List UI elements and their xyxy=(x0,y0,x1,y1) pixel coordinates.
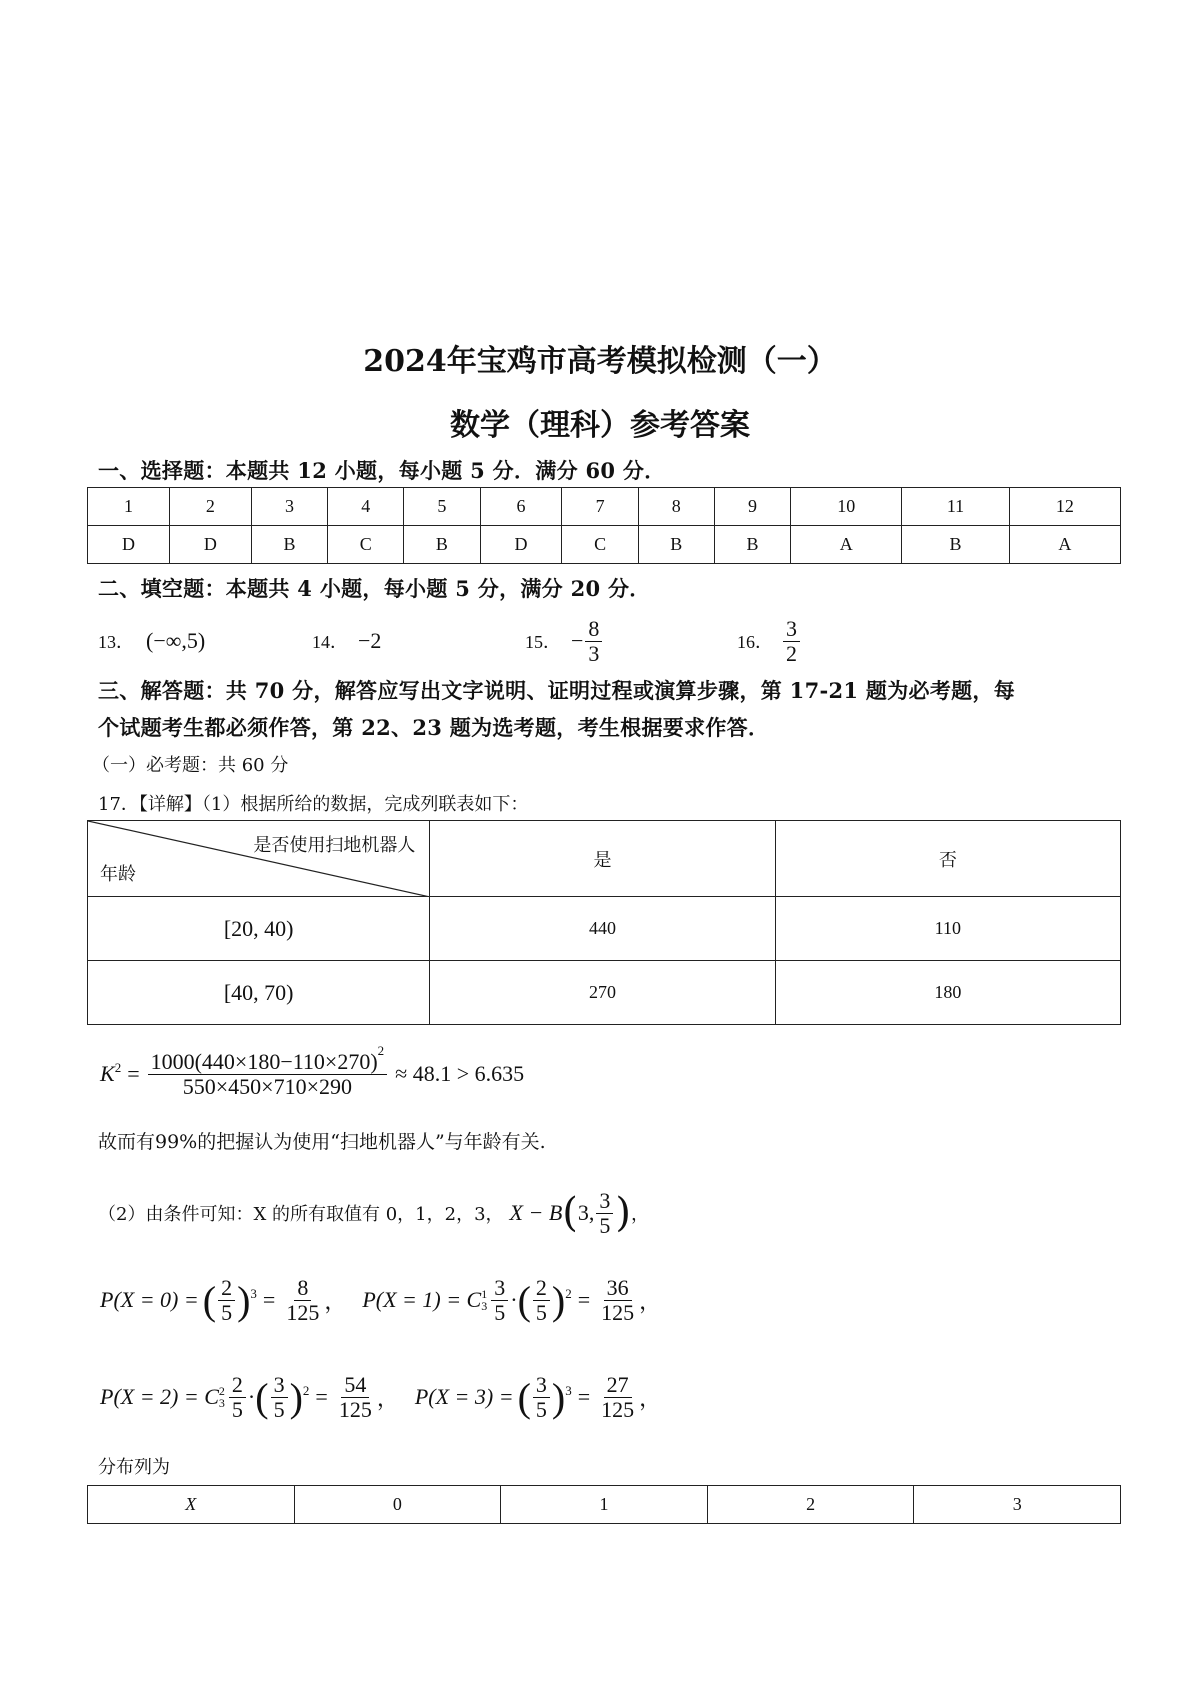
dist-header-value: 3 xyxy=(914,1486,1121,1524)
fill-answer-15 xyxy=(525,613,604,669)
k2-result: ≈ 48.1 > 6.635 xyxy=(395,1061,525,1086)
dist-header-value: 1 xyxy=(501,1486,708,1524)
choice-answer: A xyxy=(791,526,902,564)
choice-number: 1 xyxy=(88,488,170,526)
p1-value: $\frac{36}{125}$ xyxy=(601,1275,635,1325)
choice-answer: B xyxy=(902,526,1009,564)
cell-yes: 270 xyxy=(430,961,775,1025)
choice-number: 8 xyxy=(638,488,714,526)
q16-fraction: $\frac{3}{2}$ xyxy=(783,617,800,664)
q15-label: 15． xyxy=(525,632,561,652)
p3-value: $\frac{27}{125}$ xyxy=(601,1372,635,1422)
choice-number: 7 xyxy=(562,488,638,526)
choice-number: 10 xyxy=(791,488,902,526)
choice-number: 11 xyxy=(902,488,1009,526)
choice-number-row xyxy=(88,488,1121,526)
choice-number: 12 xyxy=(1009,488,1120,526)
k2-fraction: $\frac{1000(440\times 180-110\times 270)^2}{550\times 450\times 710\times 290}$ xyxy=(148,1050,388,1097)
diagonal-header-cell xyxy=(88,821,430,897)
page-subtitle: 数学（理科）参考答案 xyxy=(450,408,750,443)
choice-answer: A xyxy=(1009,526,1120,564)
q17-conclusion: 故而有99%的把握认为使用“扫地机器人”与年龄有关. xyxy=(98,1131,546,1153)
k2-symbol: K xyxy=(100,1061,115,1086)
fill-answer-14 xyxy=(312,613,381,669)
section3-heading-line2: 个试题考生都必须作答，第 22、23 题为选考题，考生根据要求作答． xyxy=(98,715,770,740)
distribution-header-row xyxy=(88,1486,1121,1524)
choice-number: 6 xyxy=(480,488,562,526)
diag-bottom-label: 年龄 xyxy=(100,864,136,884)
table-row xyxy=(88,897,1121,961)
dist-header-value: 0 xyxy=(294,1486,501,1524)
cell-no: 110 xyxy=(775,897,1120,961)
q13-label: 13． xyxy=(98,632,134,652)
section1-heading: 一、选择题：本题共 12 小题，每小题 5 分．满分 60 分． xyxy=(98,458,666,483)
col-header-no: 否 xyxy=(775,821,1120,897)
p0-lhs: P(X = 0) = xyxy=(100,1287,199,1312)
fill-answer-16 xyxy=(737,613,802,669)
q16-label: 16． xyxy=(737,632,773,652)
choice-answer: D xyxy=(480,526,562,564)
fill-answer-13 xyxy=(98,613,205,669)
cell-yes: 440 xyxy=(430,897,775,961)
q15-sign: − xyxy=(571,628,584,653)
p2-lhs: P(X = 2) = C xyxy=(100,1384,219,1409)
choice-number: 4 xyxy=(328,488,404,526)
q14-label: 14． xyxy=(312,632,348,652)
contingency-table xyxy=(87,820,1121,1025)
col-header-yes: 是 xyxy=(430,821,775,897)
choice-answer: D xyxy=(88,526,170,564)
prob-line-2: P(X = 2) = C 2 3 $\frac{2}{5}$ · ( $\frac{3}{5}$ ) 2 = $\frac{54}{125}$ ， P(X = 3) = ( $\frac{3}{5}$ ) 3 = $\frac{27}{125}$ ， xyxy=(100,1372,662,1422)
part2-text: （2）由条件可知：X 的所有取值有 0，1，2，3， xyxy=(98,1204,504,1225)
choice-answer: B xyxy=(251,526,327,564)
row-label: [40, 70) xyxy=(88,961,430,1025)
page-title: 2024年宝鸡市高考模拟检测（一） xyxy=(363,344,837,379)
part2-dist: X − B xyxy=(509,1200,563,1225)
contingency-header-row xyxy=(88,821,1121,897)
q17-intro: 17．【详解】（1）根据所给的数据，完成列联表如下： xyxy=(98,794,529,815)
p0-value: $\frac{8}{125}$ xyxy=(286,1275,320,1325)
distribution-title: 分布列为 xyxy=(98,1457,170,1478)
choice-number: 5 xyxy=(404,488,480,526)
prob-line-1: P(X = 0) = ( $\frac{2}{5}$ ) 3 = $\frac{8}{125}$ ， P(X = 1) = C 1 3 $\frac{3}{5}$ · ( $\frac{2}{5}$ ) 2 = $\frac{36}{125}$ ， xyxy=(100,1275,662,1325)
section2-heading: 二、填空题：本题共 4 小题，每小题 5 分，满分 20 分． xyxy=(98,576,651,601)
p1-lhs: P(X = 1) = C xyxy=(362,1287,482,1312)
part2-line: （2）由条件可知：X 的所有取值有 0，1，2，3， X − B ( 3, $\frac{3}{5}$ ) ， xyxy=(98,1188,649,1238)
choice-answer: C xyxy=(328,526,404,564)
required-label: （一）必考题：共 60 分 xyxy=(92,755,289,776)
distribution-table xyxy=(87,1485,1121,1524)
dist-header-x: X xyxy=(88,1486,295,1524)
choice-answer: D xyxy=(169,526,251,564)
part2-p-fraction: $\frac{3}{5}$ xyxy=(596,1189,613,1236)
q13-answer: (−∞,5) xyxy=(146,628,206,653)
choice-number: 9 xyxy=(714,488,790,526)
diag-top-label: 是否使用扫地机器人 xyxy=(253,835,416,855)
choice-number: 3 xyxy=(251,488,327,526)
choice-answer: B xyxy=(714,526,790,564)
q15-fraction: $\frac{8}{3}$ xyxy=(585,617,602,664)
choice-answer-table xyxy=(87,487,1121,564)
choice-answer-row xyxy=(88,526,1121,564)
cell-no: 180 xyxy=(775,961,1120,1025)
p3-lhs: P(X = 3) = xyxy=(414,1384,514,1409)
dist-header-value: 2 xyxy=(707,1486,914,1524)
choice-answer: C xyxy=(562,526,638,564)
row-label: [20, 40) xyxy=(88,897,430,961)
section3-heading-line1: 三、解答题：共 70 分，解答应写出文字说明、证明过程或演算步骤，第 17-21 题为必考题，每 xyxy=(98,678,1016,703)
table-row xyxy=(88,961,1121,1025)
k2-formula: K 2 = $\frac{1000(440\times 180-110\times 270)^2}{550\times 450\times 710\times 290}$ ≈ 48.1 > 6.635 xyxy=(100,1043,525,1099)
choice-number: 2 xyxy=(169,488,251,526)
choice-answer: B xyxy=(404,526,480,564)
q14-answer: −2 xyxy=(358,628,382,653)
choice-answer: B xyxy=(638,526,714,564)
p2-value: $\frac{54}{125}$ xyxy=(338,1372,372,1422)
